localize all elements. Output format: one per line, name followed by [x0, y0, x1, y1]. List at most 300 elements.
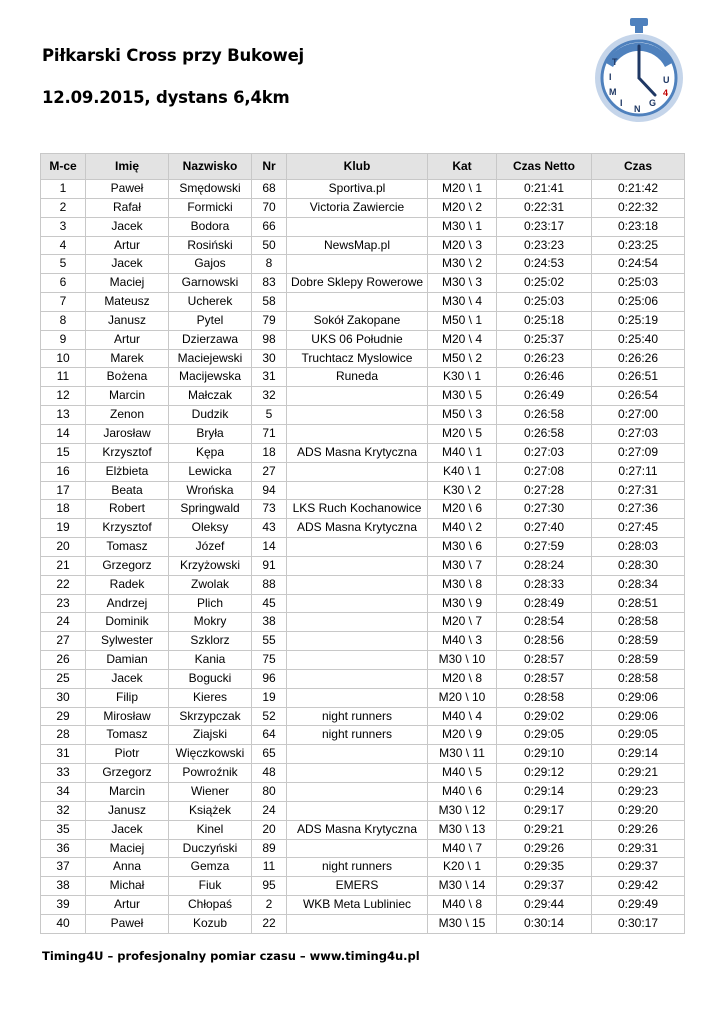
table-row [41, 500, 685, 519]
cell-club: Truchtacz Myslowice [287, 349, 428, 368]
cell-time: 0:28:58 [592, 613, 685, 632]
table-row [41, 726, 685, 745]
cell-bib-number: 55 [252, 632, 287, 651]
cell-first-name: Damian [86, 651, 169, 670]
cell-category: M20 \ 5 [428, 424, 497, 443]
cell-last-name: Maciejewski [169, 349, 252, 368]
cell-time: 0:21:42 [592, 180, 685, 199]
cell-bib-number: 65 [252, 745, 287, 764]
cell-last-name: Dudzik [169, 406, 252, 425]
cell-time: 0:28:03 [592, 538, 685, 557]
table-row [41, 198, 685, 217]
table-row [41, 688, 685, 707]
cell-category: M20 \ 6 [428, 500, 497, 519]
cell-net-time: 0:25:02 [497, 274, 592, 293]
cell-place: 22 [41, 575, 86, 594]
cell-bib-number: 95 [252, 877, 287, 896]
cell-net-time: 0:25:37 [497, 330, 592, 349]
cell-club [287, 406, 428, 425]
table-row [41, 255, 685, 274]
cell-first-name: Janusz [86, 311, 169, 330]
cell-place: 35 [41, 820, 86, 839]
cell-bib-number: 66 [252, 217, 287, 236]
cell-last-name: Krzyżowski [169, 556, 252, 575]
cell-net-time: 0:27:08 [497, 462, 592, 481]
cell-last-name: Lewicka [169, 462, 252, 481]
cell-net-time: 0:28:49 [497, 594, 592, 613]
cell-net-time: 0:29:44 [497, 896, 592, 915]
table-row [41, 651, 685, 670]
cell-bib-number: 58 [252, 293, 287, 312]
cell-net-time: 0:29:10 [497, 745, 592, 764]
cell-net-time: 0:29:02 [497, 707, 592, 726]
cell-club: night runners [287, 707, 428, 726]
cell-club: ADS Masna Krytyczna [287, 820, 428, 839]
cell-time: 0:25:19 [592, 311, 685, 330]
column-header-place: M-ce [41, 154, 86, 180]
table-row [41, 820, 685, 839]
table-row [41, 424, 685, 443]
cell-net-time: 0:23:17 [497, 217, 592, 236]
cell-club: night runners [287, 726, 428, 745]
cell-category: M40 \ 2 [428, 519, 497, 538]
table-row [41, 783, 685, 802]
cell-category: M30 \ 5 [428, 387, 497, 406]
cell-bib-number: 18 [252, 443, 287, 462]
table-row [41, 387, 685, 406]
cell-net-time: 0:30:14 [497, 914, 592, 933]
cell-place: 1 [41, 180, 86, 199]
cell-place: 9 [41, 330, 86, 349]
cell-category: M30 \ 8 [428, 575, 497, 594]
cell-category: M20 \ 10 [428, 688, 497, 707]
cell-category: M20 \ 8 [428, 669, 497, 688]
table-header-row [41, 154, 685, 180]
table-row [41, 594, 685, 613]
cell-bib-number: 80 [252, 783, 287, 802]
cell-time: 0:30:17 [592, 914, 685, 933]
cell-place: 8 [41, 311, 86, 330]
cell-last-name: Kinel [169, 820, 252, 839]
cell-category: M20 \ 7 [428, 613, 497, 632]
cell-last-name: Kieres [169, 688, 252, 707]
cell-net-time: 0:28:54 [497, 613, 592, 632]
cell-place: 10 [41, 349, 86, 368]
cell-place: 11 [41, 368, 86, 387]
cell-net-time: 0:26:49 [497, 387, 592, 406]
cell-category: M30 \ 13 [428, 820, 497, 839]
table-row [41, 877, 685, 896]
cell-last-name: Powroźnik [169, 764, 252, 783]
cell-bib-number: 43 [252, 519, 287, 538]
cell-bib-number: 5 [252, 406, 287, 425]
cell-last-name: Więczkowski [169, 745, 252, 764]
cell-last-name: Ziajski [169, 726, 252, 745]
cell-place: 29 [41, 707, 86, 726]
cell-bib-number: 24 [252, 801, 287, 820]
table-row [41, 613, 685, 632]
cell-net-time: 0:21:41 [497, 180, 592, 199]
cell-time: 0:29:21 [592, 764, 685, 783]
cell-time: 0:29:49 [592, 896, 685, 915]
cell-first-name: Mirosław [86, 707, 169, 726]
cell-place: 3 [41, 217, 86, 236]
cell-bib-number: 14 [252, 538, 287, 557]
cell-category: M30 \ 7 [428, 556, 497, 575]
cell-place: 27 [41, 632, 86, 651]
cell-club: ADS Masna Krytyczna [287, 443, 428, 462]
cell-club [287, 575, 428, 594]
cell-time: 0:29:31 [592, 839, 685, 858]
cell-club: EMERS [287, 877, 428, 896]
cell-club [287, 801, 428, 820]
table-row [41, 293, 685, 312]
cell-net-time: 0:27:03 [497, 443, 592, 462]
cell-category: K20 \ 1 [428, 858, 497, 877]
logo-letter-u: U [663, 75, 670, 85]
cell-time: 0:29:26 [592, 820, 685, 839]
cell-first-name: Beata [86, 481, 169, 500]
cell-net-time: 0:29:26 [497, 839, 592, 858]
table-row [41, 443, 685, 462]
cell-time: 0:22:32 [592, 198, 685, 217]
cell-net-time: 0:26:23 [497, 349, 592, 368]
cell-place: 28 [41, 726, 86, 745]
cell-place: 25 [41, 669, 86, 688]
cell-category: M30 \ 12 [428, 801, 497, 820]
cell-last-name: Wiener [169, 783, 252, 802]
cell-club [287, 293, 428, 312]
stopwatch-stem [635, 25, 643, 33]
cell-time: 0:24:54 [592, 255, 685, 274]
cell-club [287, 688, 428, 707]
cell-bib-number: 8 [252, 255, 287, 274]
column-header-time: Czas [592, 154, 685, 180]
cell-category: M30 \ 10 [428, 651, 497, 670]
table-row [41, 180, 685, 199]
cell-last-name: Pytel [169, 311, 252, 330]
cell-last-name: Ucherek [169, 293, 252, 312]
cell-club [287, 387, 428, 406]
cell-category: M30 \ 6 [428, 538, 497, 557]
cell-club [287, 764, 428, 783]
cell-club [287, 745, 428, 764]
cell-category: K30 \ 1 [428, 368, 497, 387]
cell-first-name: Paweł [86, 914, 169, 933]
cell-time: 0:25:03 [592, 274, 685, 293]
cell-place: 14 [41, 424, 86, 443]
table-row [41, 858, 685, 877]
table-row [41, 538, 685, 557]
cell-category: K30 \ 2 [428, 481, 497, 500]
cell-net-time: 0:27:40 [497, 519, 592, 538]
cell-time: 0:28:59 [592, 651, 685, 670]
timing4u-logo [593, 18, 685, 126]
cell-first-name: Zenon [86, 406, 169, 425]
cell-last-name: Chłopaś [169, 896, 252, 915]
cell-net-time: 0:29:05 [497, 726, 592, 745]
footer-text: Timing4U – profesjonalny pomiar czasu – www.timing4u.pl [42, 949, 420, 963]
cell-bib-number: 30 [252, 349, 287, 368]
table-row [41, 406, 685, 425]
cell-place: 21 [41, 556, 86, 575]
cell-place: 30 [41, 688, 86, 707]
cell-first-name: Krzysztof [86, 519, 169, 538]
table-row [41, 481, 685, 500]
cell-bib-number: 22 [252, 914, 287, 933]
cell-first-name: Anna [86, 858, 169, 877]
cell-time: 0:26:26 [592, 349, 685, 368]
cell-last-name: Dzierzawa [169, 330, 252, 349]
cell-first-name: Sylwester [86, 632, 169, 651]
cell-first-name: Michał [86, 877, 169, 896]
cell-last-name: Gajos [169, 255, 252, 274]
table-row [41, 669, 685, 688]
cell-category: M50 \ 3 [428, 406, 497, 425]
cell-net-time: 0:28:57 [497, 651, 592, 670]
cell-club [287, 538, 428, 557]
cell-last-name: Szklorz [169, 632, 252, 651]
logo-letter-n: N [634, 104, 641, 114]
page-title: Piłkarski Cross przy Bukowej [42, 46, 305, 65]
table-row [41, 368, 685, 387]
cell-time: 0:23:25 [592, 236, 685, 255]
cell-category: M20 \ 4 [428, 330, 497, 349]
column-header-category: Kat [428, 154, 497, 180]
cell-last-name: Oleksy [169, 519, 252, 538]
cell-place: 17 [41, 481, 86, 500]
table-row [41, 274, 685, 293]
cell-place: 19 [41, 519, 86, 538]
cell-category: M40 \ 5 [428, 764, 497, 783]
cell-place: 2 [41, 198, 86, 217]
cell-net-time: 0:26:58 [497, 424, 592, 443]
cell-time: 0:25:06 [592, 293, 685, 312]
cell-time: 0:29:06 [592, 707, 685, 726]
cell-time: 0:27:11 [592, 462, 685, 481]
cell-club [287, 914, 428, 933]
cell-time: 0:27:31 [592, 481, 685, 500]
cell-net-time: 0:24:53 [497, 255, 592, 274]
cell-club: UKS 06 Południe [287, 330, 428, 349]
cell-club: night runners [287, 858, 428, 877]
cell-last-name: Bryła [169, 424, 252, 443]
cell-net-time: 0:26:46 [497, 368, 592, 387]
table-row [41, 217, 685, 236]
cell-category: M30 \ 2 [428, 255, 497, 274]
cell-net-time: 0:29:14 [497, 783, 592, 802]
cell-time: 0:29:20 [592, 801, 685, 820]
cell-time: 0:27:36 [592, 500, 685, 519]
cell-last-name: Duczyński [169, 839, 252, 858]
cell-time: 0:29:05 [592, 726, 685, 745]
cell-club [287, 669, 428, 688]
cell-club [287, 632, 428, 651]
cell-time: 0:28:51 [592, 594, 685, 613]
cell-club: Dobre Sklepy Rowerowe [287, 274, 428, 293]
cell-place: 18 [41, 500, 86, 519]
cell-last-name: Plich [169, 594, 252, 613]
cell-first-name: Bożena [86, 368, 169, 387]
cell-first-name: Artur [86, 330, 169, 349]
table-row [41, 707, 685, 726]
cell-category: M30 \ 1 [428, 217, 497, 236]
cell-club [287, 217, 428, 236]
cell-last-name: Mokry [169, 613, 252, 632]
cell-first-name: Dominik [86, 613, 169, 632]
cell-time: 0:26:51 [592, 368, 685, 387]
cell-category: M30 \ 11 [428, 745, 497, 764]
cell-club [287, 613, 428, 632]
cell-category: M20 \ 1 [428, 180, 497, 199]
cell-net-time: 0:27:30 [497, 500, 592, 519]
cell-first-name: Grzegorz [86, 764, 169, 783]
page-subtitle: 12.09.2015, dystans 6,4km [42, 88, 290, 107]
cell-first-name: Jarosław [86, 424, 169, 443]
cell-last-name: Kania [169, 651, 252, 670]
cell-first-name: Rafał [86, 198, 169, 217]
cell-place: 15 [41, 443, 86, 462]
cell-first-name: Tomasz [86, 726, 169, 745]
cell-club [287, 556, 428, 575]
cell-last-name: Rosiński [169, 236, 252, 255]
cell-category: M20 \ 9 [428, 726, 497, 745]
cell-last-name: Książek [169, 801, 252, 820]
cell-category: M20 \ 2 [428, 198, 497, 217]
cell-last-name: Fiuk [169, 877, 252, 896]
cell-category: M30 \ 15 [428, 914, 497, 933]
cell-category: M40 \ 8 [428, 896, 497, 915]
cell-time: 0:23:18 [592, 217, 685, 236]
cell-last-name: Bodora [169, 217, 252, 236]
table-row [41, 519, 685, 538]
cell-net-time: 0:27:59 [497, 538, 592, 557]
cell-category: M40 \ 6 [428, 783, 497, 802]
cell-first-name: Grzegorz [86, 556, 169, 575]
cell-time: 0:25:40 [592, 330, 685, 349]
cell-time: 0:28:30 [592, 556, 685, 575]
cell-bib-number: 68 [252, 180, 287, 199]
cell-bib-number: 94 [252, 481, 287, 500]
cell-last-name: Małczak [169, 387, 252, 406]
cell-club: ADS Masna Krytyczna [287, 519, 428, 538]
cell-category: M30 \ 3 [428, 274, 497, 293]
cell-last-name: Springwald [169, 500, 252, 519]
cell-first-name: Jacek [86, 820, 169, 839]
cell-place: 5 [41, 255, 86, 274]
cell-bib-number: 50 [252, 236, 287, 255]
cell-first-name: Robert [86, 500, 169, 519]
cell-time: 0:29:14 [592, 745, 685, 764]
column-header-bib-number: Nr [252, 154, 287, 180]
cell-time: 0:27:45 [592, 519, 685, 538]
cell-club: WKB Meta Lubliniec [287, 896, 428, 915]
cell-bib-number: 89 [252, 839, 287, 858]
cell-place: 24 [41, 613, 86, 632]
cell-first-name: Radek [86, 575, 169, 594]
cell-last-name: Smędowski [169, 180, 252, 199]
cell-bib-number: 71 [252, 424, 287, 443]
cell-place: 39 [41, 896, 86, 915]
cell-place: 23 [41, 594, 86, 613]
table-row [41, 236, 685, 255]
cell-first-name: Marcin [86, 387, 169, 406]
cell-bib-number: 45 [252, 594, 287, 613]
cell-bib-number: 27 [252, 462, 287, 481]
table-row [41, 330, 685, 349]
table-row [41, 575, 685, 594]
logo-letter-i: I [609, 72, 612, 82]
cell-last-name: Garnowski [169, 274, 252, 293]
cell-first-name: Andrzej [86, 594, 169, 613]
cell-time: 0:29:23 [592, 783, 685, 802]
table-body [41, 180, 685, 934]
cell-bib-number: 96 [252, 669, 287, 688]
table-row [41, 462, 685, 481]
cell-net-time: 0:22:31 [497, 198, 592, 217]
cell-category: M40 \ 1 [428, 443, 497, 462]
cell-net-time: 0:25:18 [497, 311, 592, 330]
column-header-first-name: Imię [86, 154, 169, 180]
logo-letter-t: T [612, 57, 618, 67]
cell-place: 38 [41, 877, 86, 896]
table-row [41, 311, 685, 330]
table-row [41, 632, 685, 651]
table-row [41, 556, 685, 575]
cell-net-time: 0:28:57 [497, 669, 592, 688]
table-row [41, 914, 685, 933]
cell-first-name: Tomasz [86, 538, 169, 557]
cell-bib-number: 48 [252, 764, 287, 783]
cell-first-name: Piotr [86, 745, 169, 764]
cell-place: 20 [41, 538, 86, 557]
cell-net-time: 0:29:12 [497, 764, 592, 783]
cell-time: 0:27:00 [592, 406, 685, 425]
cell-club [287, 783, 428, 802]
cell-category: M40 \ 3 [428, 632, 497, 651]
cell-last-name: Józef [169, 538, 252, 557]
cell-club [287, 424, 428, 443]
cell-last-name: Formicki [169, 198, 252, 217]
cell-last-name: Gemza [169, 858, 252, 877]
cell-net-time: 0:28:56 [497, 632, 592, 651]
cell-last-name: Macijewska [169, 368, 252, 387]
cell-bib-number: 79 [252, 311, 287, 330]
cell-time: 0:29:37 [592, 858, 685, 877]
cell-bib-number: 88 [252, 575, 287, 594]
cell-first-name: Marcin [86, 783, 169, 802]
cell-first-name: Paweł [86, 180, 169, 199]
cell-bib-number: 75 [252, 651, 287, 670]
cell-club [287, 481, 428, 500]
cell-bib-number: 2 [252, 896, 287, 915]
cell-last-name: Zwolak [169, 575, 252, 594]
cell-time: 0:27:09 [592, 443, 685, 462]
cell-bib-number: 31 [252, 368, 287, 387]
cell-last-name: Kozub [169, 914, 252, 933]
cell-place: 26 [41, 651, 86, 670]
cell-last-name: Skrzypczak [169, 707, 252, 726]
cell-bib-number: 19 [252, 688, 287, 707]
cell-last-name: Kępa [169, 443, 252, 462]
cell-club [287, 462, 428, 481]
cell-bib-number: 38 [252, 613, 287, 632]
logo-letter-m: M [609, 87, 617, 97]
cell-club: Victoria Zawiercie [287, 198, 428, 217]
cell-place: 33 [41, 764, 86, 783]
cell-place: 6 [41, 274, 86, 293]
results-table [40, 153, 685, 934]
